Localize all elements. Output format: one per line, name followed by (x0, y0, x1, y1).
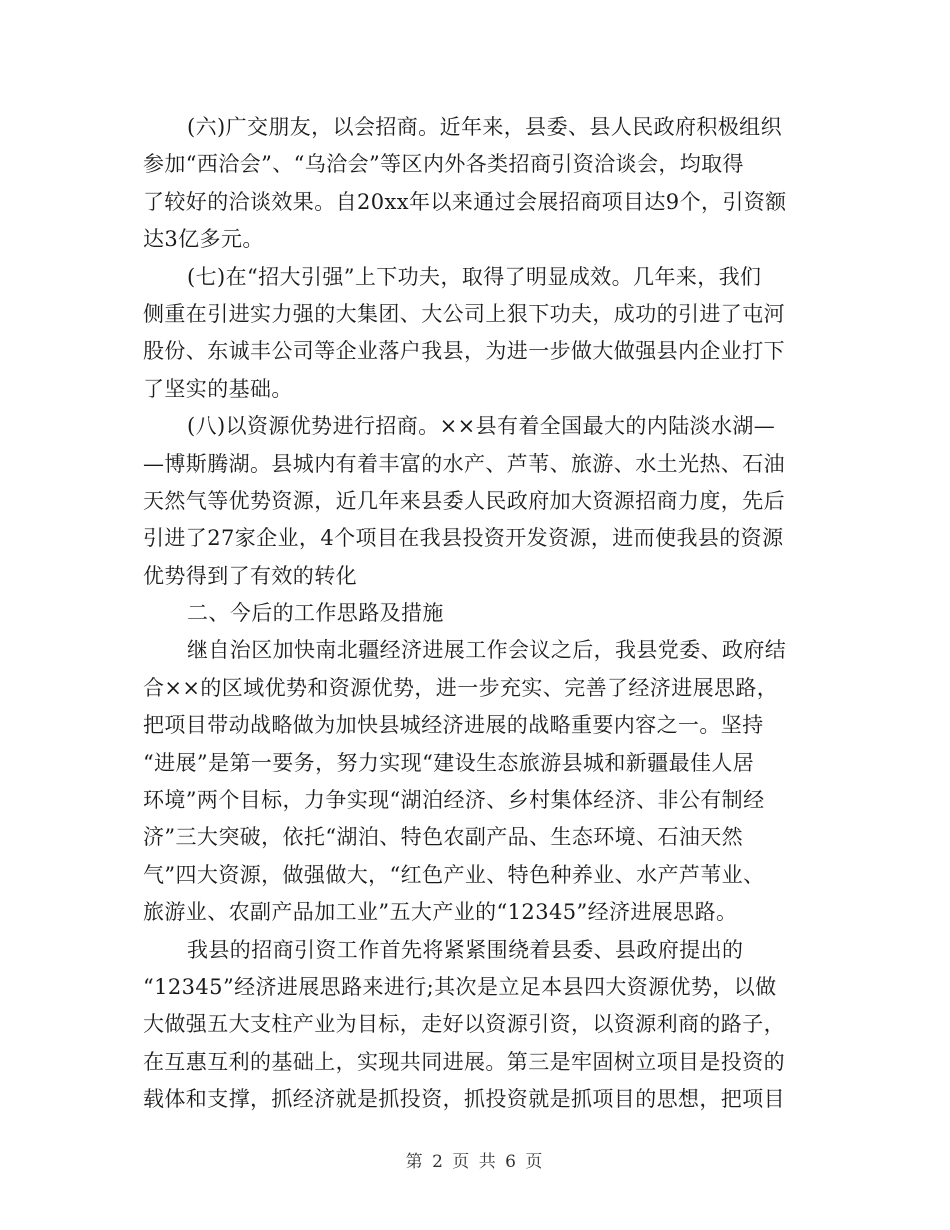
text-line: 在互惠互利的基础上，实现共同进展。第三是牢固树立项目是投资的 (143, 1049, 785, 1074)
text-line: 济”三大突破，依托“湖泊、特色农副产品、生态环境、石油天然 (143, 825, 744, 850)
text-line: “12345”经济进展思路来进行;其次是立足本县四大资源优势，以做 (143, 974, 777, 999)
text-line: 达3亿多元。 (143, 227, 264, 252)
text-line: 大做强五大支柱产业为目标，走好以资源引资，以资源利商的路子， (143, 1012, 785, 1037)
text-line: 我县的招商引资工作首先将紧紧围绕着县委、县政府提出的 (187, 937, 744, 962)
text-line: (七)在“招大引强”上下功夫，取得了明显成效。几年来，我们 (187, 264, 762, 289)
text-line: 了较好的洽谈效果。自20xx年以来通过会展招商项目达9个，引资额 (143, 189, 787, 214)
text-line: 继自治区加快南北疆经济进展工作会议之后，我县党委、政府结 (187, 638, 787, 663)
text-line: 气”四大资源，做强做大，“红色产业、特色种养业、水产芦苇业、 (143, 862, 765, 887)
text-line: 环境”两个目标，力争实现“湖泊经济、乡村集体经济、非公有制经 (143, 788, 765, 813)
text-line: 旅游业、农副产品加工业”五大产业的“12345”经济进展思路。 (143, 900, 738, 925)
text-line: 天然气等优势资源，近几年来县委人民政府加大资源招商力度，先后 (143, 488, 785, 513)
text-line: 参加“西洽会”、“乌洽会”等区内外各类招商引资洽谈会，均取得 (143, 152, 744, 177)
page-footer: 第 2 页 共 6 页 (405, 1152, 545, 1172)
text-line: —博斯腾湖。县城内有着丰富的水产、芦苇、旅游、水土光热、石油 (143, 451, 785, 476)
text-line: 优势得到了有效的转化 (143, 563, 357, 588)
text-line: 引进了27家企业，4个项目在我县投资开发资源，进而使我县的资源 (143, 526, 784, 551)
text-line: 载体和支撑，抓经济就是抓投资，抓投资就是抓项目的思想，把项目 (143, 1087, 785, 1112)
text-line: “进展”是第一要务，努力实现“建设生态旅游县城和新疆最佳人居 (143, 750, 755, 775)
text-line: 了坚实的基础。 (143, 376, 293, 401)
text-line: 把项目带动战略做为加快县城经济进展的战略重要内容之一。坚持 (143, 713, 764, 738)
text-line: 股份、东诚丰公司等企业落户我县，为进一步做大做强县内企业打下 (143, 339, 785, 364)
text-line: (八)以资源优势进行招商。××县有着全国最大的内陆淡水湖— (187, 414, 776, 439)
text-line: 侧重在引进实力强的大集团、大公司上狠下功夫，成功的引进了屯河 (143, 301, 785, 326)
text-line: 二、今后的工作思路及措施 (187, 601, 444, 626)
text-line: (六)广交朋友，以会招商。近年来，县委、县人民政府积极组织 (187, 115, 782, 139)
document-body (143, 109, 803, 1119)
text-line: 合××的区域优势和资源优势，进一步充实、完善了经济进展思路， (143, 675, 779, 700)
